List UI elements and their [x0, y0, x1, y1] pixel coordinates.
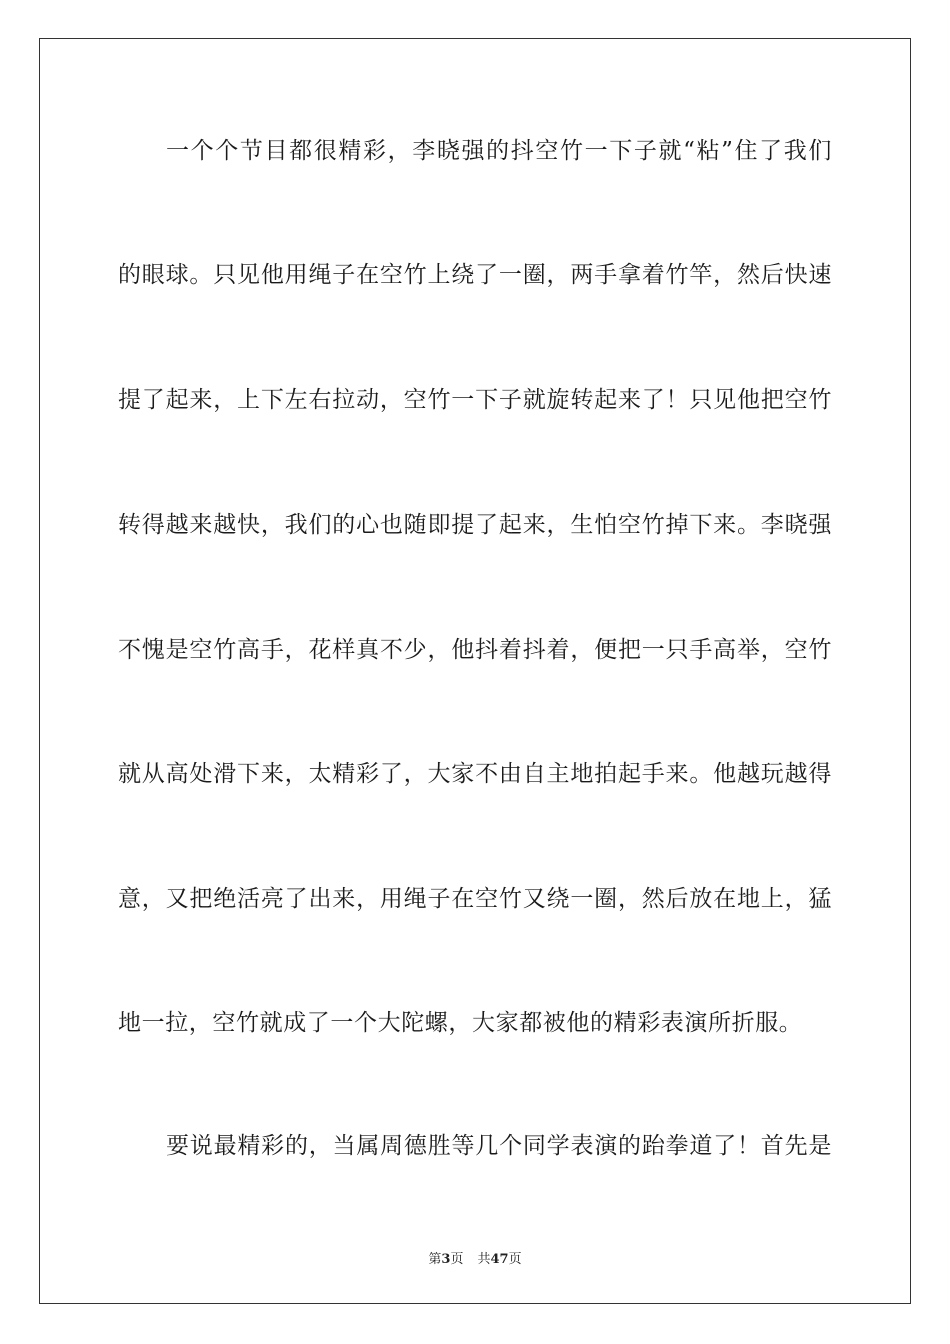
paragraph-2-line-1: 要说最精彩的，当属周德胜等几个同学表演的跆拳道了！首先是: [166, 1133, 832, 1159]
page-prefix: 第: [428, 1252, 442, 1267]
total-suffix: 页: [508, 1252, 522, 1267]
total-prefix: 共: [477, 1252, 491, 1267]
paragraph-1-line-5: 不愧是空竹高手，花样真不少，他抖着抖着，便把一只手高举，空竹: [118, 637, 832, 663]
paragraph-1-line-3: 提了起来，上下左右拉动，空竹一下子就旋转起来了！只见他把空竹: [118, 387, 832, 413]
page-border: [39, 38, 911, 1304]
page-footer: [0, 1248, 950, 1267]
paragraph-1-line-7: 意，又把绝活亮了出来，用绳子在空竹又绕一圈，然后放在地上，猛: [118, 886, 832, 912]
paragraph-1-line-1: 一个个节目都很精彩，李晓强的抖空竹一下子就“粘”住了我们: [166, 138, 832, 164]
paragraph-1-line-4: 转得越来越快，我们的心也随即提了起来，生怕空竹掉下来。李晓强: [118, 512, 832, 538]
paragraph-1-line-6: 就从高处滑下来，太精彩了，大家不由自主地拍起手来。他越玩越得: [118, 761, 832, 787]
total-pages: 47: [490, 1252, 509, 1267]
page-suffix: 页: [450, 1252, 464, 1267]
paragraph-1-line-8: 地一拉，空竹就成了一个大陀螺，大家都被他的精彩表演所折服。: [118, 1010, 803, 1036]
paragraph-1-line-2: 的眼球。只见他用绳子在空竹上绕了一圈，两手拿着竹竿，然后快速: [118, 262, 832, 288]
page-number: 3: [441, 1252, 451, 1267]
